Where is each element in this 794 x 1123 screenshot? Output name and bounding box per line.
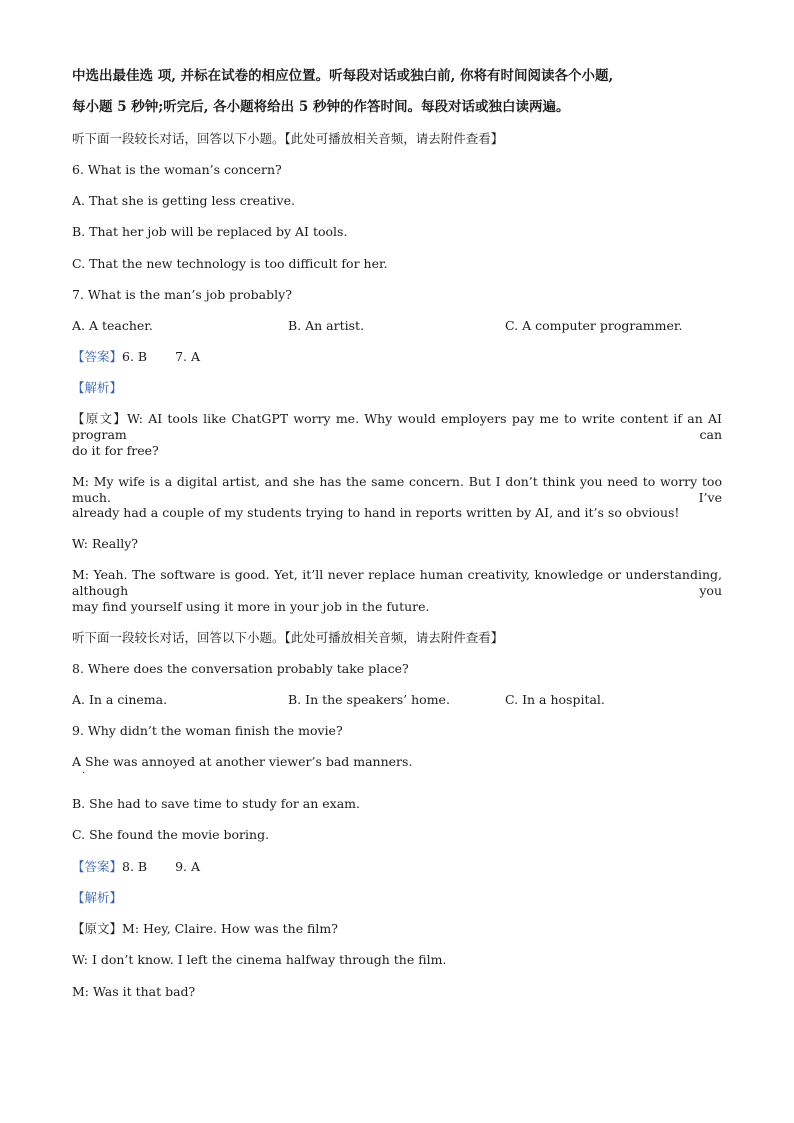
- transcript-text: W: AI tools like ChatGPT worry me. Why would employers pay me to write content if an AI program can: [72, 411, 722, 442]
- question-6: 6. What is the woman’s concern?: [72, 162, 282, 177]
- answer-line-2: [72, 859, 200, 875]
- section-1-heading: 听下面一段较长对话，回答以下小题。【此处可播放相关音频，请去附件查看】: [72, 131, 504, 146]
- original-tag: 【原文】: [72, 411, 128, 426]
- stray-dot: ·: [82, 768, 86, 779]
- question-9: 9. Why didn’t the woman finish the movie?: [72, 723, 343, 738]
- question-8-option-b: B. In the speakers’ home.: [288, 692, 450, 707]
- transcript-1-line-1: [72, 411, 722, 443]
- question-8-option-c: C. In a hospital.: [505, 692, 605, 707]
- question-9-option-b: B. She had to save time to study for an exam.: [72, 796, 361, 811]
- transcript-1-line-2: do it for free?: [72, 443, 159, 458]
- question-6-option-c: C. That the new technology is too difficult for her.: [72, 256, 388, 271]
- transcript-1-line-3: M: My wife is a digital artist, and she has the same concern. But I don’t think you need to worry too much. I’ve: [72, 474, 722, 505]
- question-8: 8. Where does the conversation probably take place?: [72, 661, 409, 676]
- analysis-tag-2: 【解析】: [72, 890, 123, 905]
- question-7-options: [72, 318, 722, 334]
- transcript-2-line-3: M: Was it that bad?: [72, 984, 196, 999]
- answer-6: 6. B: [122, 349, 148, 364]
- transcript-text: M: Hey, Claire. How was the film?: [122, 921, 338, 936]
- intro-line-1: 中选出最佳选 项, 并标在试卷的相应位置。听每段对话或独白前, 你将有时间阅读各个小题,: [72, 68, 614, 84]
- transcript-1-line-7: may find yourself using it more in your job in the future.: [72, 599, 430, 614]
- question-8-option-a: A. In a cinema.: [72, 692, 168, 707]
- intro-line-2: 每小题 5 秒钟;听完后, 各小题将给出 5 秒钟的作答时间。每段对话或独白读两遍。: [72, 99, 570, 115]
- transcript-1-line-5: W: Really?: [72, 536, 138, 551]
- question-8-options: [72, 692, 722, 708]
- transcript-1-line-6: M: Yeah. The software is good. Yet, it’ll never replace human creativity, knowledge or understanding, although you: [72, 567, 722, 598]
- answer-7: 7. A: [175, 349, 201, 364]
- analysis-tag-1: 【解析】: [72, 380, 123, 395]
- question-7: 7. What is the man’s job probably?: [72, 287, 292, 302]
- question-9-option-a: A She was annoyed at another viewer’s bad manners.: [72, 754, 413, 769]
- transcript-1-line-4: already had a couple of my students trying to hand in reports written by AI, and it’s so obvious!: [72, 505, 680, 520]
- transcript-2-line-1: [72, 921, 338, 937]
- section-2-heading: 听下面一段较长对话，回答以下小题。【此处可播放相关音频，请去附件查看】: [72, 630, 504, 645]
- question-9-option-c: C. She found the movie boring.: [72, 827, 270, 842]
- question-7-option-b: B. An artist.: [288, 318, 365, 333]
- answer-8: 8. B: [122, 859, 148, 874]
- answer-tag: 【答案】: [72, 859, 123, 874]
- original-tag: 【原文】: [72, 921, 123, 936]
- question-7-option-c: C. A computer programmer.: [505, 318, 683, 333]
- transcript-2-line-2: W: I don’t know. I left the cinema halfway through the film.: [72, 952, 447, 967]
- question-6-option-a: A. That she is getting less creative.: [72, 193, 295, 208]
- question-7-option-a: A. A teacher.: [72, 318, 153, 333]
- answer-tag: 【答案】: [72, 349, 123, 364]
- answer-line-1: [72, 349, 200, 365]
- question-6-option-b: B. That her job will be replaced by AI tools.: [72, 224, 348, 239]
- answer-9: 9. A: [175, 859, 201, 874]
